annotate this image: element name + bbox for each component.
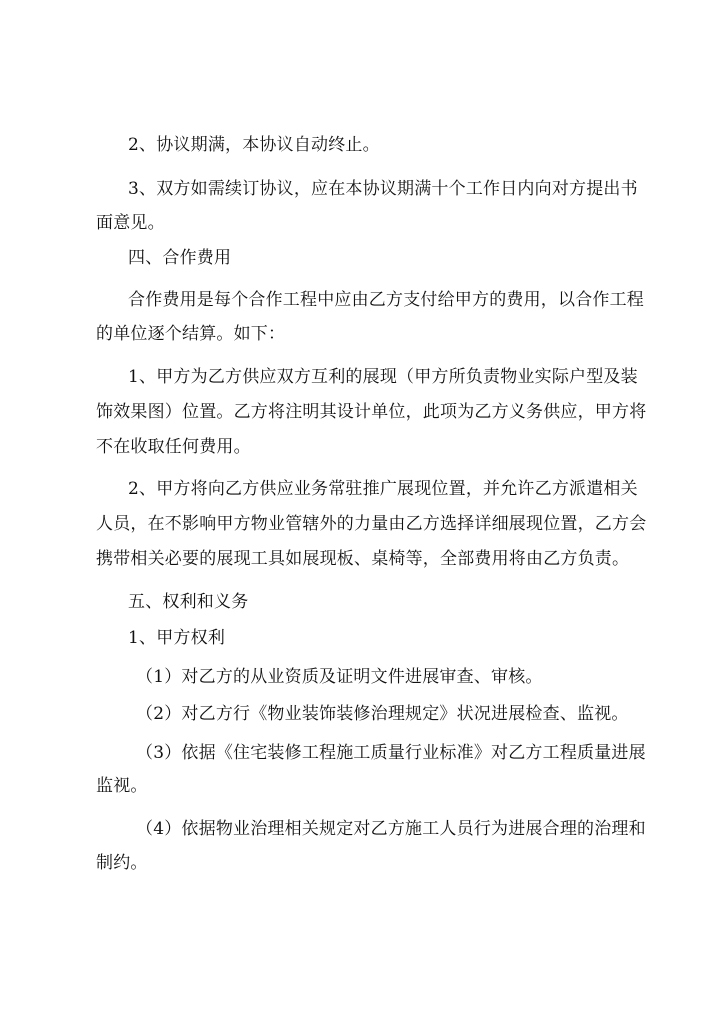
section-heading: 五、权利和义务 — [128, 592, 249, 612]
text-line: 人员，在不影响甲方物业管辖外的力量由乙方选择详细展现位置，乙方会 — [96, 514, 647, 534]
text-line: 2、协议期满，本协议自动终止。 — [128, 135, 380, 155]
text-line: 制约。 — [96, 853, 148, 873]
text-line: 不在收取任何费用。 — [96, 437, 251, 457]
list-item: （3）依据《住宅装修工程施工质量行业标准》对乙方工程质量进展 — [136, 743, 646, 763]
list-item: （1）对乙方的从业资质及证明文件进展审查、审核。 — [136, 667, 543, 687]
section-heading: 四、合作费用 — [128, 248, 232, 268]
list-item: （2）对乙方行《物业装饰装修治理规定》状况进展检查、监视。 — [136, 704, 629, 724]
text-line: 监视。 — [96, 776, 148, 796]
text-line: 3、双方如需续订协议，应在本协议期满十个工作日内向对方提出书 — [128, 179, 638, 199]
text-line: 的单位逐个结算。如下： — [96, 324, 286, 344]
text-line: 1、甲方为乙方供应双方互利的展现（甲方所负责物业实际户型及装 — [128, 367, 638, 387]
subsection-heading: 1、甲方权利 — [128, 628, 226, 648]
text-line: 合作费用是每个合作工程中应由乙方支付给甲方的费用，以合作工程 — [128, 290, 644, 310]
text-line: 2、甲方将向乙方供应业务常驻推广展现位置，并允许乙方派遣相关 — [128, 479, 638, 499]
text-line: 面意见。 — [96, 213, 165, 233]
text-line: 饰效果图）位置。乙方将注明其设计单位，此项为乙方义务供应，甲方将 — [96, 402, 647, 422]
text-line: 携带相关必要的展现工具如展现板、桌椅等，全部费用将由乙方负责。 — [96, 549, 630, 569]
list-item: （4）依据物业治理相关规定对乙方施工人员行为进展合理的治理和 — [136, 819, 646, 839]
